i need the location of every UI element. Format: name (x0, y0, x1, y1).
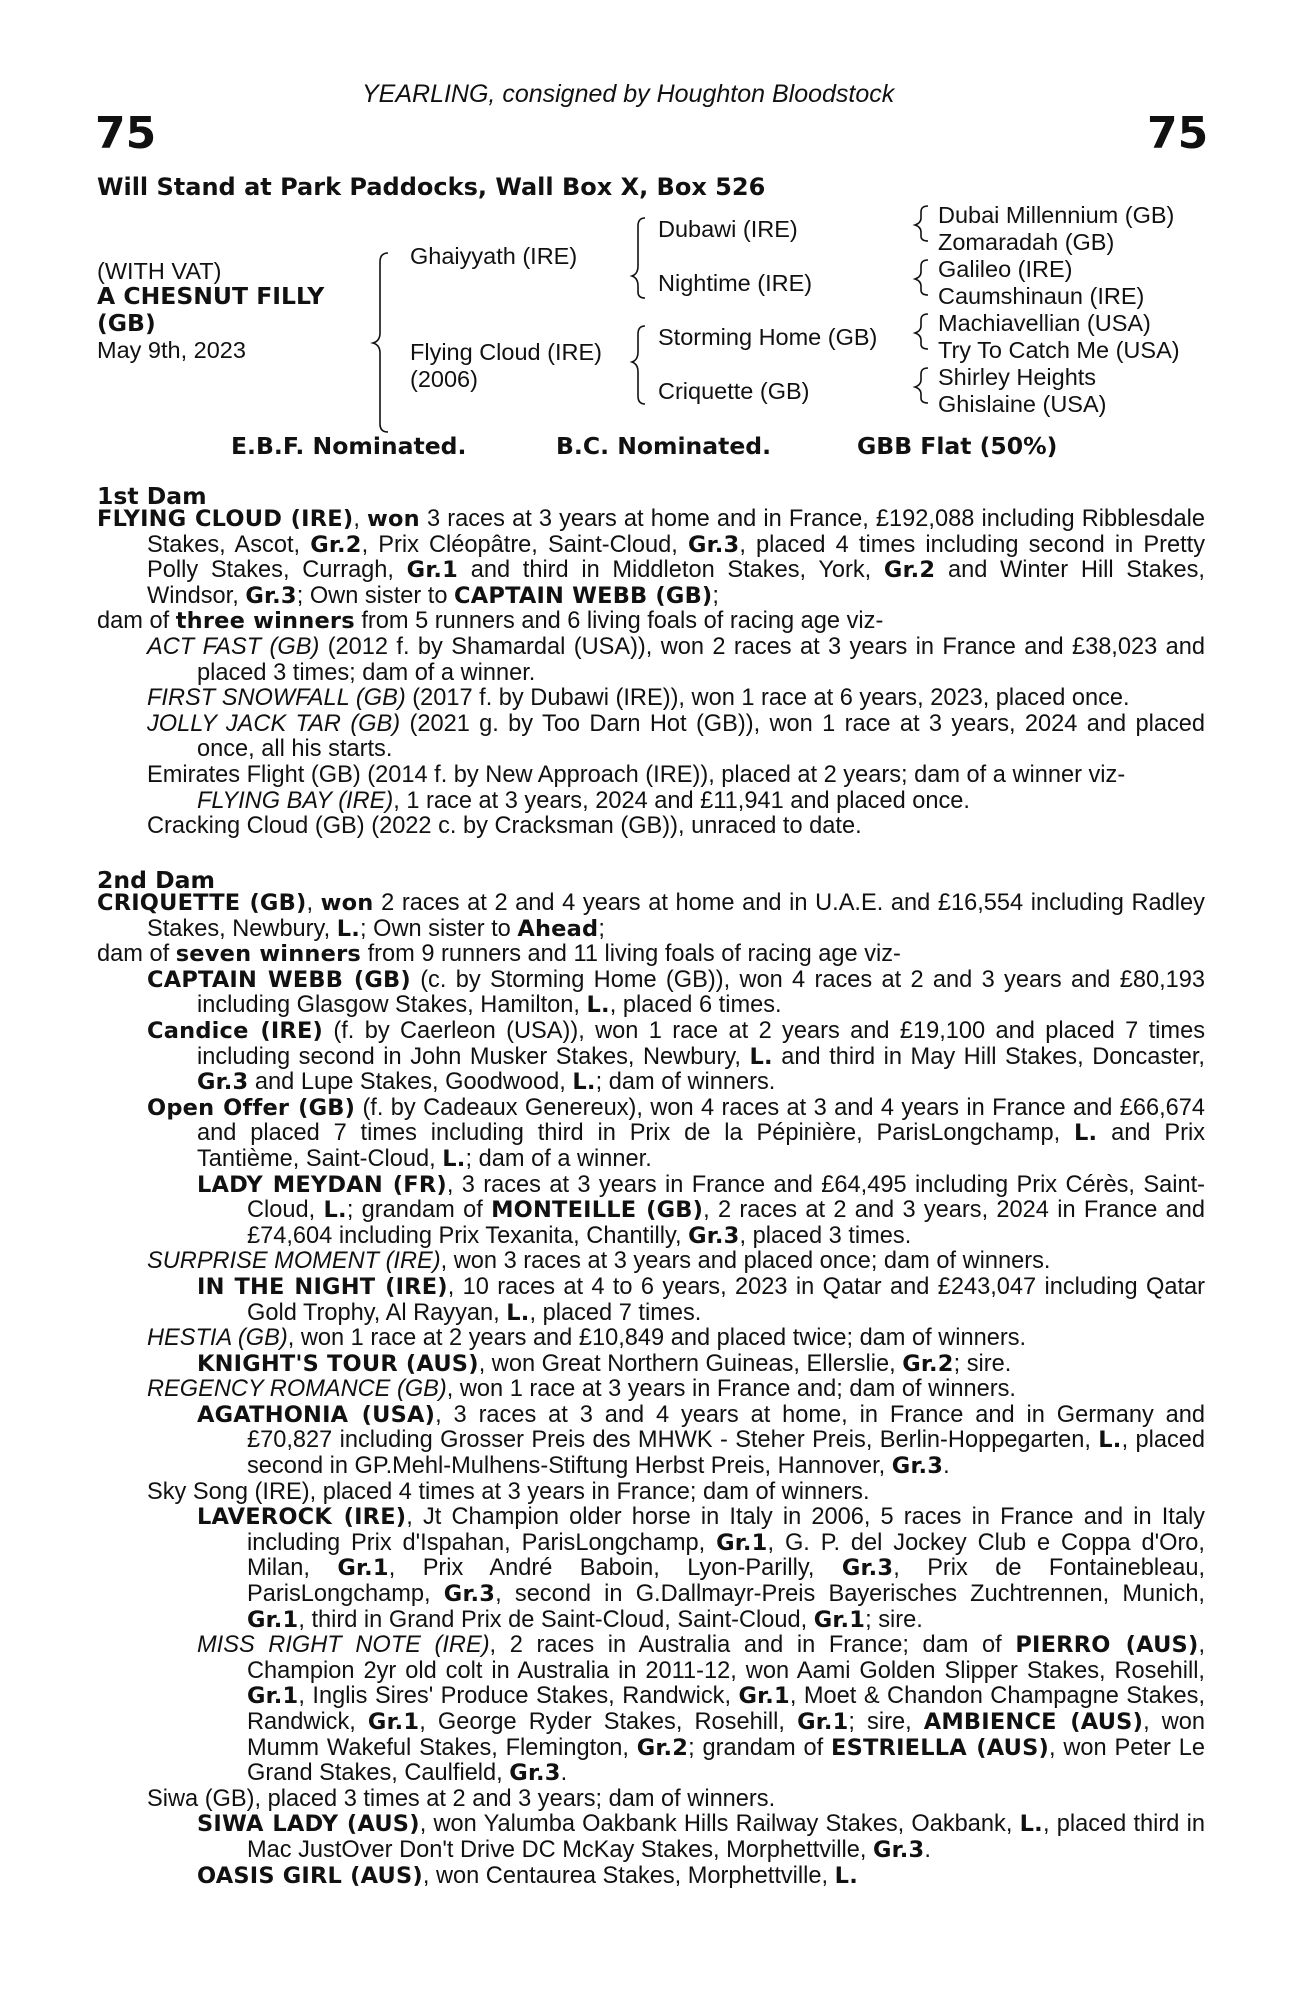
text: dam of (97, 941, 176, 968)
grade: L. (336, 915, 360, 942)
produce-entry (97, 1812, 1205, 1863)
first-dam-heading: 1st Dam (97, 482, 207, 510)
horse-name: Open Offer (GB) (147, 1094, 356, 1121)
grade: Gr.1 (367, 1709, 420, 1735)
horse-name: OASIS GIRL (AUS) (197, 1862, 423, 1889)
text: . (560, 1760, 568, 1787)
text: and Lupe Stakes, Goodwood, (248, 1069, 573, 1096)
produce-entry (97, 1403, 1205, 1480)
produce-entry (97, 1633, 1205, 1787)
produce-entry (97, 1505, 1205, 1633)
ebf-nomination: E.B.F. Nominated. (231, 432, 467, 460)
text: , placed 6 times. (609, 992, 782, 1019)
text: , won 1 race at 3 years in France and; dam of winners. (446, 1376, 1016, 1403)
grade: L. (1098, 1427, 1122, 1454)
horse-name: IN THE NIGHT (IRE) (197, 1273, 448, 1300)
grade: L. (506, 1299, 530, 1326)
produce-entry (97, 712, 1205, 763)
horse-name: LADY MEYDAN (FR) (197, 1171, 447, 1198)
consignor-line: YEARLING, consigned by Houghton Bloodstock (362, 80, 895, 108)
text: , won Peter Le Grand Stakes, Caulfield, (247, 1734, 1205, 1787)
text: ; grandam of (346, 1197, 492, 1224)
text: Siwa (GB), placed 3 times at 2 and 3 years; dam of winners. (147, 1785, 776, 1812)
produce-entry (97, 1352, 1205, 1378)
text: (c. by Storming Home (GB)), won 4 races at 2 and 3 years and £80,193 including Glasgow Stakes, Hamilton, (197, 966, 1205, 1019)
horse-name: PIERRO (AUS) (1015, 1632, 1199, 1659)
horse-name: ESTRIELLA (AUS) (831, 1734, 1049, 1761)
grade: Gr.3 (688, 1222, 740, 1249)
text: , 3 races at 3 and 4 years at home, in France and in Germany and £70,827 including Grosser Preis des MHWK - Steher Preis, Berlin-Hoppegarten, (247, 1401, 1206, 1454)
text: , 10 races at 4 to 6 years, 2023 in Qatar and £243,047 including Qatar Gold Trophy, Al Rayyan, (247, 1273, 1205, 1326)
grade: Gr.2 (636, 1734, 689, 1761)
grade: L. (572, 1069, 596, 1096)
text: . (943, 1453, 950, 1480)
text: , won 1 race at 2 years and £10,849 and placed twice; dam of winners. (287, 1325, 1027, 1352)
bc-nomination: B.C. Nominated. (556, 432, 772, 460)
won-label: won (320, 890, 374, 916)
dam-of-line (97, 942, 1205, 968)
text: Cracking Cloud (GB) (2022 c. by Cracksman (GB)), unraced to date. (147, 813, 862, 840)
text: (2017 f. by Dubawi (IRE)), won 1 race at 6 years, 2023, placed once. (405, 685, 1130, 712)
produce-entry (97, 1480, 1205, 1506)
text: , 1 race at 3 years, 2024 and £11,941 and placed once. (393, 787, 970, 814)
text: , placed third in Mac JustOver Don't Drive DC McKay Stakes, Morphettville, (247, 1811, 1205, 1863)
vat-label: (WITH VAT) (97, 258, 222, 284)
text: , placed 3 times. (739, 1222, 912, 1249)
text: , won Mumm Wakeful Stakes, Flemington, (247, 1709, 1205, 1761)
first-dam-section (97, 507, 1205, 840)
text: . (924, 1836, 931, 1863)
ancestor-6: Try To Catch Me (USA) (938, 337, 1180, 363)
produce-entry (97, 1864, 1205, 1890)
text: , won Yalumba Oakbank Hills Railway Stakes, Oakbank, (419, 1811, 1020, 1838)
horse-name: FLYING CLOUD (IRE) (97, 506, 354, 532)
produce-entry (97, 1096, 1205, 1173)
horse-name: SURPRISE MOMENT (IRE) (147, 1248, 441, 1275)
horse-name: MISS RIGHT NOTE (IRE) (197, 1632, 490, 1659)
text: and Winter Hill Stakes, Windsor, (147, 557, 1205, 609)
text: , 2 races in Australia and in France; dam of (489, 1632, 1016, 1659)
grade: L. (323, 1197, 347, 1224)
text: , 3 races at 3 years in France and £64,495 including Prix Cérès, Saint-Cloud, (247, 1171, 1205, 1224)
foaled-date: May 9th, 2023 (97, 337, 246, 363)
second-dam-entry: CRIQUETTE (GB), won 2 races at 2 and 4 years at home and in U.A.E. and £16,554 including Radley Stakes, Newbury, L.; Own sister to Ahead; (97, 890, 1205, 942)
second-dam-section (97, 891, 1205, 1889)
horse-name: FLYING BAY (IRE) (197, 787, 394, 814)
text: , won Centaurea Stakes, Morphettville, (422, 1862, 835, 1889)
ancestor-7: Shirley Heights (938, 364, 1097, 390)
text: ; sire, (848, 1709, 924, 1735)
winners-count: three winners (175, 608, 355, 635)
text: , George Ryder Stakes, Rosehill, (419, 1709, 798, 1735)
grade: Gr.3 (197, 1069, 249, 1096)
dam-sire-name: Storming Home (GB) (658, 324, 878, 350)
grade: L. (1074, 1120, 1098, 1147)
produce-entry (97, 814, 1205, 840)
text: 3 races at 3 years at home and in France, £192,088 including Ribblesdale Stakes, Ascot, (147, 506, 1206, 558)
horse-name: AMBIENCE (AUS) (923, 1709, 1144, 1735)
dam-year: (2006) (410, 366, 478, 392)
ancestor-2: Zomaradah (GB) (938, 229, 1115, 255)
grade: Gr.1 (247, 1606, 299, 1633)
horse-name: FIRST SNOWFALL (GB) (147, 685, 406, 712)
grade: Gr.1 (716, 1529, 768, 1556)
grade: Gr.3 (687, 531, 740, 558)
produce-entry (97, 1249, 1205, 1275)
dam-dam-name: Criquette (GB) (658, 378, 810, 404)
produce-entry (97, 1377, 1205, 1403)
text: , 2 races at 2 and 3 years, 2024 in France and £74,604 including Prix Texanita, Chantilly, (247, 1197, 1205, 1249)
text: , placed 7 times. (529, 1299, 702, 1326)
text: ; dam of winners. (595, 1069, 776, 1096)
text: ; sire. (865, 1606, 923, 1633)
text: ; (598, 915, 605, 942)
text: ; (712, 582, 719, 609)
first-dam-entry: FLYING CLOUD (IRE), won 3 races at 3 years at home and in France, £192,088 including Ribblesdale Stakes, Ascot, Gr.2, Prix Cléopâtre, Saint-Cloud, Gr.3, placed 4 times including second in Pretty Polly Stakes, Curragh, Gr.1 and third in Middleton Stakes, York, Gr.2 and Winter Hill Stakes, Windsor, Gr.3; Own sister to CAPTAIN WEBB (GB); (97, 506, 1206, 609)
grade: L. (749, 1043, 773, 1070)
produce-entry (97, 763, 1205, 789)
stand-line: Will Stand at Park Paddocks, Wall Box X, Box 526 (97, 173, 766, 201)
sire-sire-name: Dubawi (IRE) (658, 216, 798, 242)
grade: Gr.3 (841, 1555, 894, 1582)
text: , Moet & Chandon Champagne Stakes, Randwick, (247, 1683, 1205, 1735)
horse-name: CRIQUETTE (GB) (97, 890, 307, 916)
ancestor-4: Caumshinaun (IRE) (938, 283, 1145, 309)
grade: Gr.2 (310, 531, 362, 558)
text: (f. by Caerleon (USA)), won 1 race at 2 years and £19,100 and placed 7 times including second in John Musker Stakes, Newbury, (197, 1017, 1205, 1070)
won-label: won (367, 506, 420, 532)
produce-entry (97, 1173, 1205, 1250)
grade: Gr.2 (883, 557, 936, 584)
text: from 5 runners and 6 living foals of racing age viz- (354, 608, 884, 635)
text: ; Own sister to (360, 915, 518, 942)
horse-name: MONTEILLE (GB) (491, 1197, 704, 1224)
grade: L. (586, 992, 610, 1019)
text: 2 races at 2 and 4 years at home and in U.A.E. and £16,554 including Radley Stakes, Newbury, (147, 890, 1205, 942)
text: , Prix Cléopâtre, Saint-Cloud, (361, 531, 688, 558)
horse-name: AGATHONIA (USA) (197, 1401, 436, 1428)
grade: Gr.3 (891, 1453, 944, 1480)
horse-name: CAPTAIN WEBB (GB) (147, 966, 411, 993)
grade: Gr.3 (872, 1836, 925, 1863)
grade: Gr.3 (509, 1760, 561, 1787)
text: ; Own sister to (296, 582, 455, 609)
sire-name: Ghaiyyath (IRE) (410, 243, 578, 269)
produce-entry (97, 1275, 1205, 1326)
horse-name: HESTIA (GB) (147, 1325, 288, 1352)
gbb-flat: GBB Flat (50%) (857, 432, 1058, 460)
horse-name: REGENCY ROMANCE (GB) (147, 1376, 447, 1403)
grade: L. (834, 1862, 858, 1889)
text: , won Great Northern Guineas, Ellerslie, (478, 1350, 903, 1377)
horse-origin: (GB) (97, 309, 156, 337)
grade: Gr.1 (813, 1606, 866, 1633)
text: , placed 4 times including second in Pretty Polly Stakes, Curragh, (147, 531, 1205, 584)
lot-number-left: 75 (95, 108, 157, 159)
horse-name: Candice (IRE) (147, 1017, 324, 1044)
grade: Gr.2 (902, 1350, 954, 1377)
text: (f. by Cadeaux Genereux), won 4 races at 3 and 4 years in France and £66,674 and placed 7 times including third in Prix de la Pépinière, ParisLongchamp, (197, 1094, 1205, 1147)
lot-number-right: 75 (1147, 108, 1209, 159)
ancestor-5: Machiavellian (USA) (938, 310, 1151, 336)
sire-dam-name: Nightime (IRE) (658, 270, 813, 296)
text: , third in Grand Prix de Saint-Cloud, Saint-Cloud, (298, 1606, 814, 1633)
produce-entry (97, 635, 1205, 686)
text: , second in G.Dallmayr-Preis Bayerisches Zuchtrennen, Munich, (495, 1581, 1205, 1608)
text: , Prix André Baboin, Lyon-Parilly, (388, 1555, 842, 1582)
text: Sky Song (IRE), placed 4 times at 3 years in France; dam of winners. (147, 1478, 870, 1505)
grade: L. (1019, 1811, 1043, 1838)
dam-name: Flying Cloud (IRE) (410, 339, 602, 365)
text: , Jt Champion older horse in Italy in 2006, 5 races in France and in Italy including Prix d'Ispahan, ParisLongchamp, (247, 1504, 1205, 1556)
ancestor-1: Dubai Millennium (GB) (938, 202, 1175, 228)
dam-of-line (97, 609, 1205, 635)
grade: Gr.1 (247, 1683, 299, 1710)
text: , Prix de Fontainebleau, ParisLongchamp, (247, 1555, 1205, 1608)
ancestor-8: Ghislaine (USA) (938, 391, 1107, 417)
text: , placed second in GP.Mehl-Mulhens-Stiftung Herbst Preis, Hannover, (247, 1427, 1206, 1480)
text: from 9 runners and 11 living foals of racing age viz- (361, 941, 901, 968)
grade: Gr.3 (443, 1581, 496, 1608)
produce-entry (97, 968, 1205, 1019)
grade: Gr.1 (797, 1709, 849, 1735)
grade: Gr.3 (245, 582, 297, 609)
grade: Gr.1 (337, 1555, 389, 1582)
text: (2012 f. by Shamardal (USA)), won 2 races at 3 years in France and £38,023 and placed 3 times; dam of a winner. (197, 633, 1205, 686)
text: ; grandam of (688, 1734, 832, 1761)
horse-name: LAVEROCK (IRE) (197, 1504, 407, 1531)
text: (2021 g. by Too Darn Hot (GB)), won 1 race at 3 years, 2024 and placed once, all his starts. (197, 710, 1205, 763)
horse-name: CAPTAIN WEBB (GB) (454, 582, 713, 609)
horse-name: JOLLY JACK TAR (GB) (147, 710, 401, 737)
produce-entry (97, 686, 1205, 712)
produce-entry (97, 789, 1205, 815)
text: , Inglis Sires' Produce Stakes, Randwick, (298, 1683, 739, 1710)
horse-name: ACT FAST (GB) (147, 633, 320, 660)
text: ; sire. (953, 1350, 1012, 1377)
text: , Champion 2yr old colt in Australia in 2011-12, won Aami Golden Slipper Stakes, Rosehill, (247, 1632, 1205, 1684)
text: and Prix Tantième, Saint-Cloud, (197, 1120, 1206, 1172)
grade: Gr.1 (738, 1683, 790, 1710)
winners-count: seven winners (175, 941, 362, 968)
ancestor-3: Galileo (IRE) (938, 256, 1073, 282)
horse-description: A CHESNUT FILLY (97, 282, 325, 310)
text: and third in May Hill Stakes, Doncaster, (772, 1043, 1205, 1070)
produce-entry (97, 1019, 1205, 1096)
produce-entry (97, 1326, 1205, 1352)
produce-entry (97, 1787, 1205, 1813)
text: ; dam of a winner. (465, 1145, 652, 1172)
text: Emirates Flight (GB) (2014 f. by New Approach (IRE)), placed at 2 years; dam of a winner viz- (147, 761, 1126, 788)
horse-name: SIWA LADY (AUS) (197, 1811, 420, 1838)
grade: Gr.1 (406, 557, 459, 584)
text: and third in Middleton Stakes, York, (458, 557, 884, 584)
horse-name: KNIGHT'S TOUR (AUS) (197, 1350, 479, 1377)
text: , G. P. del Jockey Club e Coppa d'Oro, Milan, (247, 1529, 1205, 1582)
text: , won 3 races at 3 years and placed once; dam of winners. (440, 1248, 1051, 1275)
horse-name: Ahead (517, 915, 599, 942)
grade: L. (442, 1145, 466, 1172)
text: dam of (97, 608, 176, 635)
second-dam-heading: 2nd Dam (97, 866, 215, 894)
